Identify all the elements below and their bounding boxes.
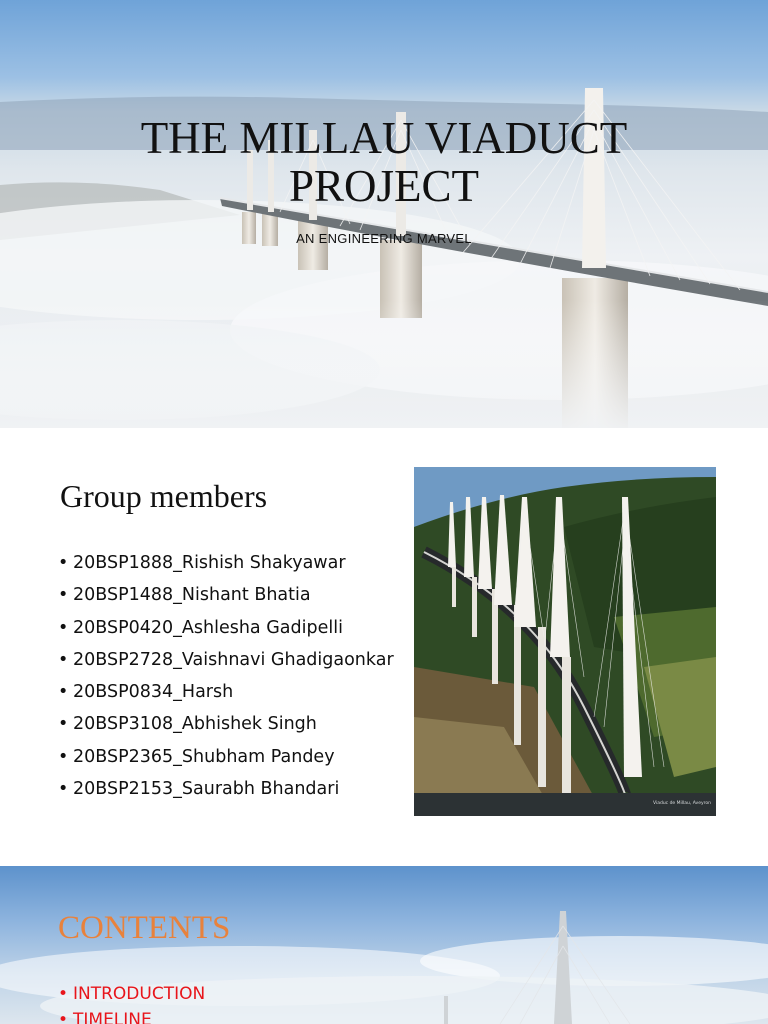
bullet-icon: • [58,682,69,703]
list-item [58,1009,205,1024]
bullet-icon: • [58,984,69,1004]
member-name: 20BSP2153_Saurabh Bhandari [73,779,340,800]
contents-list [58,983,205,1024]
bullet-icon: • [58,1010,69,1024]
member-name: 20BSP2365_Shubham Pandey [73,746,335,767]
contents-item: TIMELINE [73,1010,152,1024]
contents-heading: CONTENTS [58,910,231,946]
slide-title [0,114,768,210]
list-item [58,615,394,647]
contents-slide [0,866,768,1024]
list-item [58,647,394,679]
viaduct-aerial-image [414,467,716,816]
photo-caption: Viaduc de Millau, Aveyron [652,801,711,806]
list-item [58,711,394,743]
title-line-2: PROJECT [288,161,480,211]
member-name: 20BSP2728_Vaishnavi Ghadigaonkar [73,649,394,670]
viaduct-aerial-photo [414,467,716,816]
slide-subtitle: AN ENGINEERING MARVEL [296,231,472,246]
list-item [58,550,394,582]
members-list [58,550,394,808]
viaduct-fog-photo [0,0,768,428]
member-name: 20BSP1888_Rishish Shakyawar [73,553,346,573]
bullet-icon: • [58,746,69,767]
list-item [58,582,394,614]
bullet-icon: • [58,585,69,606]
member-name: 20BSP0834_Harsh [73,682,234,703]
bullet-icon: • [58,553,69,573]
bullet-icon: • [58,617,69,638]
bullet-icon: • [58,649,69,670]
title-line-1: THE MILLAU VIADUCT [140,113,628,163]
member-name: 20BSP1488_Nishant Bhatia [73,585,311,606]
bullet-icon: • [58,779,69,800]
bullet-icon: • [58,714,69,735]
group-members-slide [0,438,768,858]
list-item [58,776,394,808]
group-members-heading: Group members [60,478,268,514]
contents-item: INTRODUCTION [73,984,206,1004]
list-item [58,744,394,776]
list-item [58,983,205,1009]
member-name: 20BSP3108_Abhishek Singh [73,714,317,735]
list-item [58,679,394,711]
title-slide [0,0,768,428]
member-name: 20BSP0420_Ashlesha Gadipelli [73,617,343,638]
